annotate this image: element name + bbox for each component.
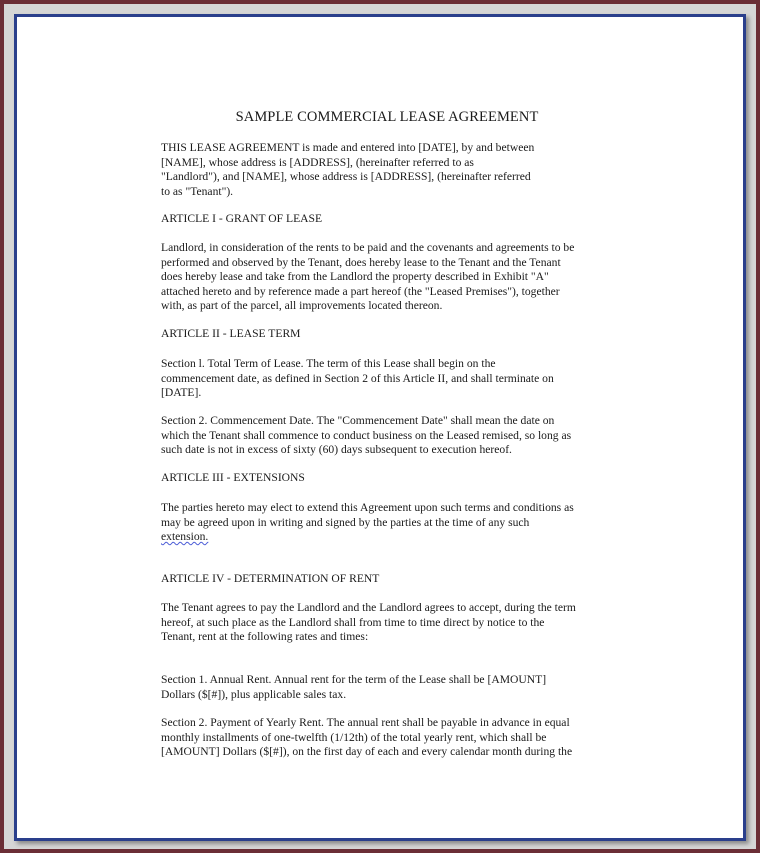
paragraph-line: Landlord, in consideration of the rents to be paid and the covenants and agreements to be xyxy=(161,241,575,254)
paragraph-line: monthly installments of one-twelfth (1/12th) of the total yearly rent, which shall be xyxy=(161,730,547,744)
intro-line: THIS LEASE AGREEMENT is made and entered into [DATE], by and between xyxy=(161,141,535,154)
paragraph-line: Section 1. Annual Rent. Annual rent for the term of the Lease shall be [AMOUNT] xyxy=(161,673,547,686)
article-2-section-2 xyxy=(161,414,571,458)
intro-paragraph xyxy=(161,141,534,199)
article-3-heading: ARTICLE III - EXTENSIONS xyxy=(161,471,305,484)
article-4-heading: ARTICLE IV - DETERMINATION OF RENT xyxy=(161,572,380,585)
article-4-paragraph xyxy=(161,601,576,645)
paragraph-line: [AMOUNT] Dollars ($[#]), on the first day of each and every calendar month during the xyxy=(161,745,573,759)
article-2-section-1 xyxy=(161,357,554,401)
paragraph-line: performed and observed by the Tenant, does hereby lease to the Tenant and the Tenant xyxy=(161,255,561,269)
paragraph-line: attached hereto and by reference made a part hereof (the "Leased Premises"), together xyxy=(161,284,560,298)
article-2-heading: ARTICLE II - LEASE TERM xyxy=(161,327,301,340)
paragraph-line: The parties hereto may elect to extend this Agreement upon such terms and conditions as xyxy=(161,501,574,514)
article-3-paragraph xyxy=(161,501,574,545)
paragraph-line: may be agreed upon in writing and signed by the parties at the time of any such xyxy=(161,515,530,529)
paragraph-line: Tenant, rent at the following rates and times: xyxy=(161,630,369,644)
article-1-heading: ARTICLE I - GRANT OF LEASE xyxy=(161,212,323,225)
paragraph-line: Dollars ($[#]), plus applicable sales tax. xyxy=(161,687,347,701)
intro-line: "Landlord"), and [NAME], whose address is [ADDRESS], (hereinafter referred xyxy=(161,170,531,184)
article-1-paragraph xyxy=(161,241,574,314)
paragraph-line: which the Tenant shall commence to conduct business on the Leased remised, so long as xyxy=(161,428,572,442)
paragraph-line: Section 2. Commencement Date. The "Commencement Date" shall mean the date on xyxy=(161,414,555,427)
paragraph-line: hereof, at such place as the Landlord shall from time to time direct by notice to the xyxy=(161,615,545,629)
document-title: SAMPLE COMMERCIAL LEASE AGREEMENT xyxy=(235,109,539,125)
paragraph-line: [DATE]. xyxy=(161,386,202,400)
article-4-section-1 xyxy=(161,673,546,702)
paragraph-line: commencement date, as defined in Section 2 of this Article II, and shall terminate on xyxy=(161,371,554,385)
paragraph-line: Section l. Total Term of Lease. The term of this Lease shall begin on the xyxy=(161,357,496,370)
article-4-section-2 xyxy=(161,716,572,760)
intro-line: [NAME], whose address is [ADDRESS], (hereinafter referred to as xyxy=(161,155,474,169)
paragraph-line: Section 2. Payment of Yearly Rent. The annual rent shall be payable in advance in equal xyxy=(161,716,570,729)
paragraph-line: with, as part of the parcel, all improvements located thereon. xyxy=(161,299,443,313)
intro-line: to as "Tenant"). xyxy=(161,184,234,198)
paragraph-line-spellcheck: extension. xyxy=(161,530,209,544)
paragraph-line: such date is not in excess of sixty (60) days subsequent to execution hereof. xyxy=(161,443,512,457)
paragraph-line: The Tenant agrees to pay the Landlord and the Landlord agrees to accept, during the term xyxy=(161,601,576,614)
paragraph-line: does hereby lease and take from the Landlord the property described in Exhibit "A" xyxy=(161,270,549,284)
